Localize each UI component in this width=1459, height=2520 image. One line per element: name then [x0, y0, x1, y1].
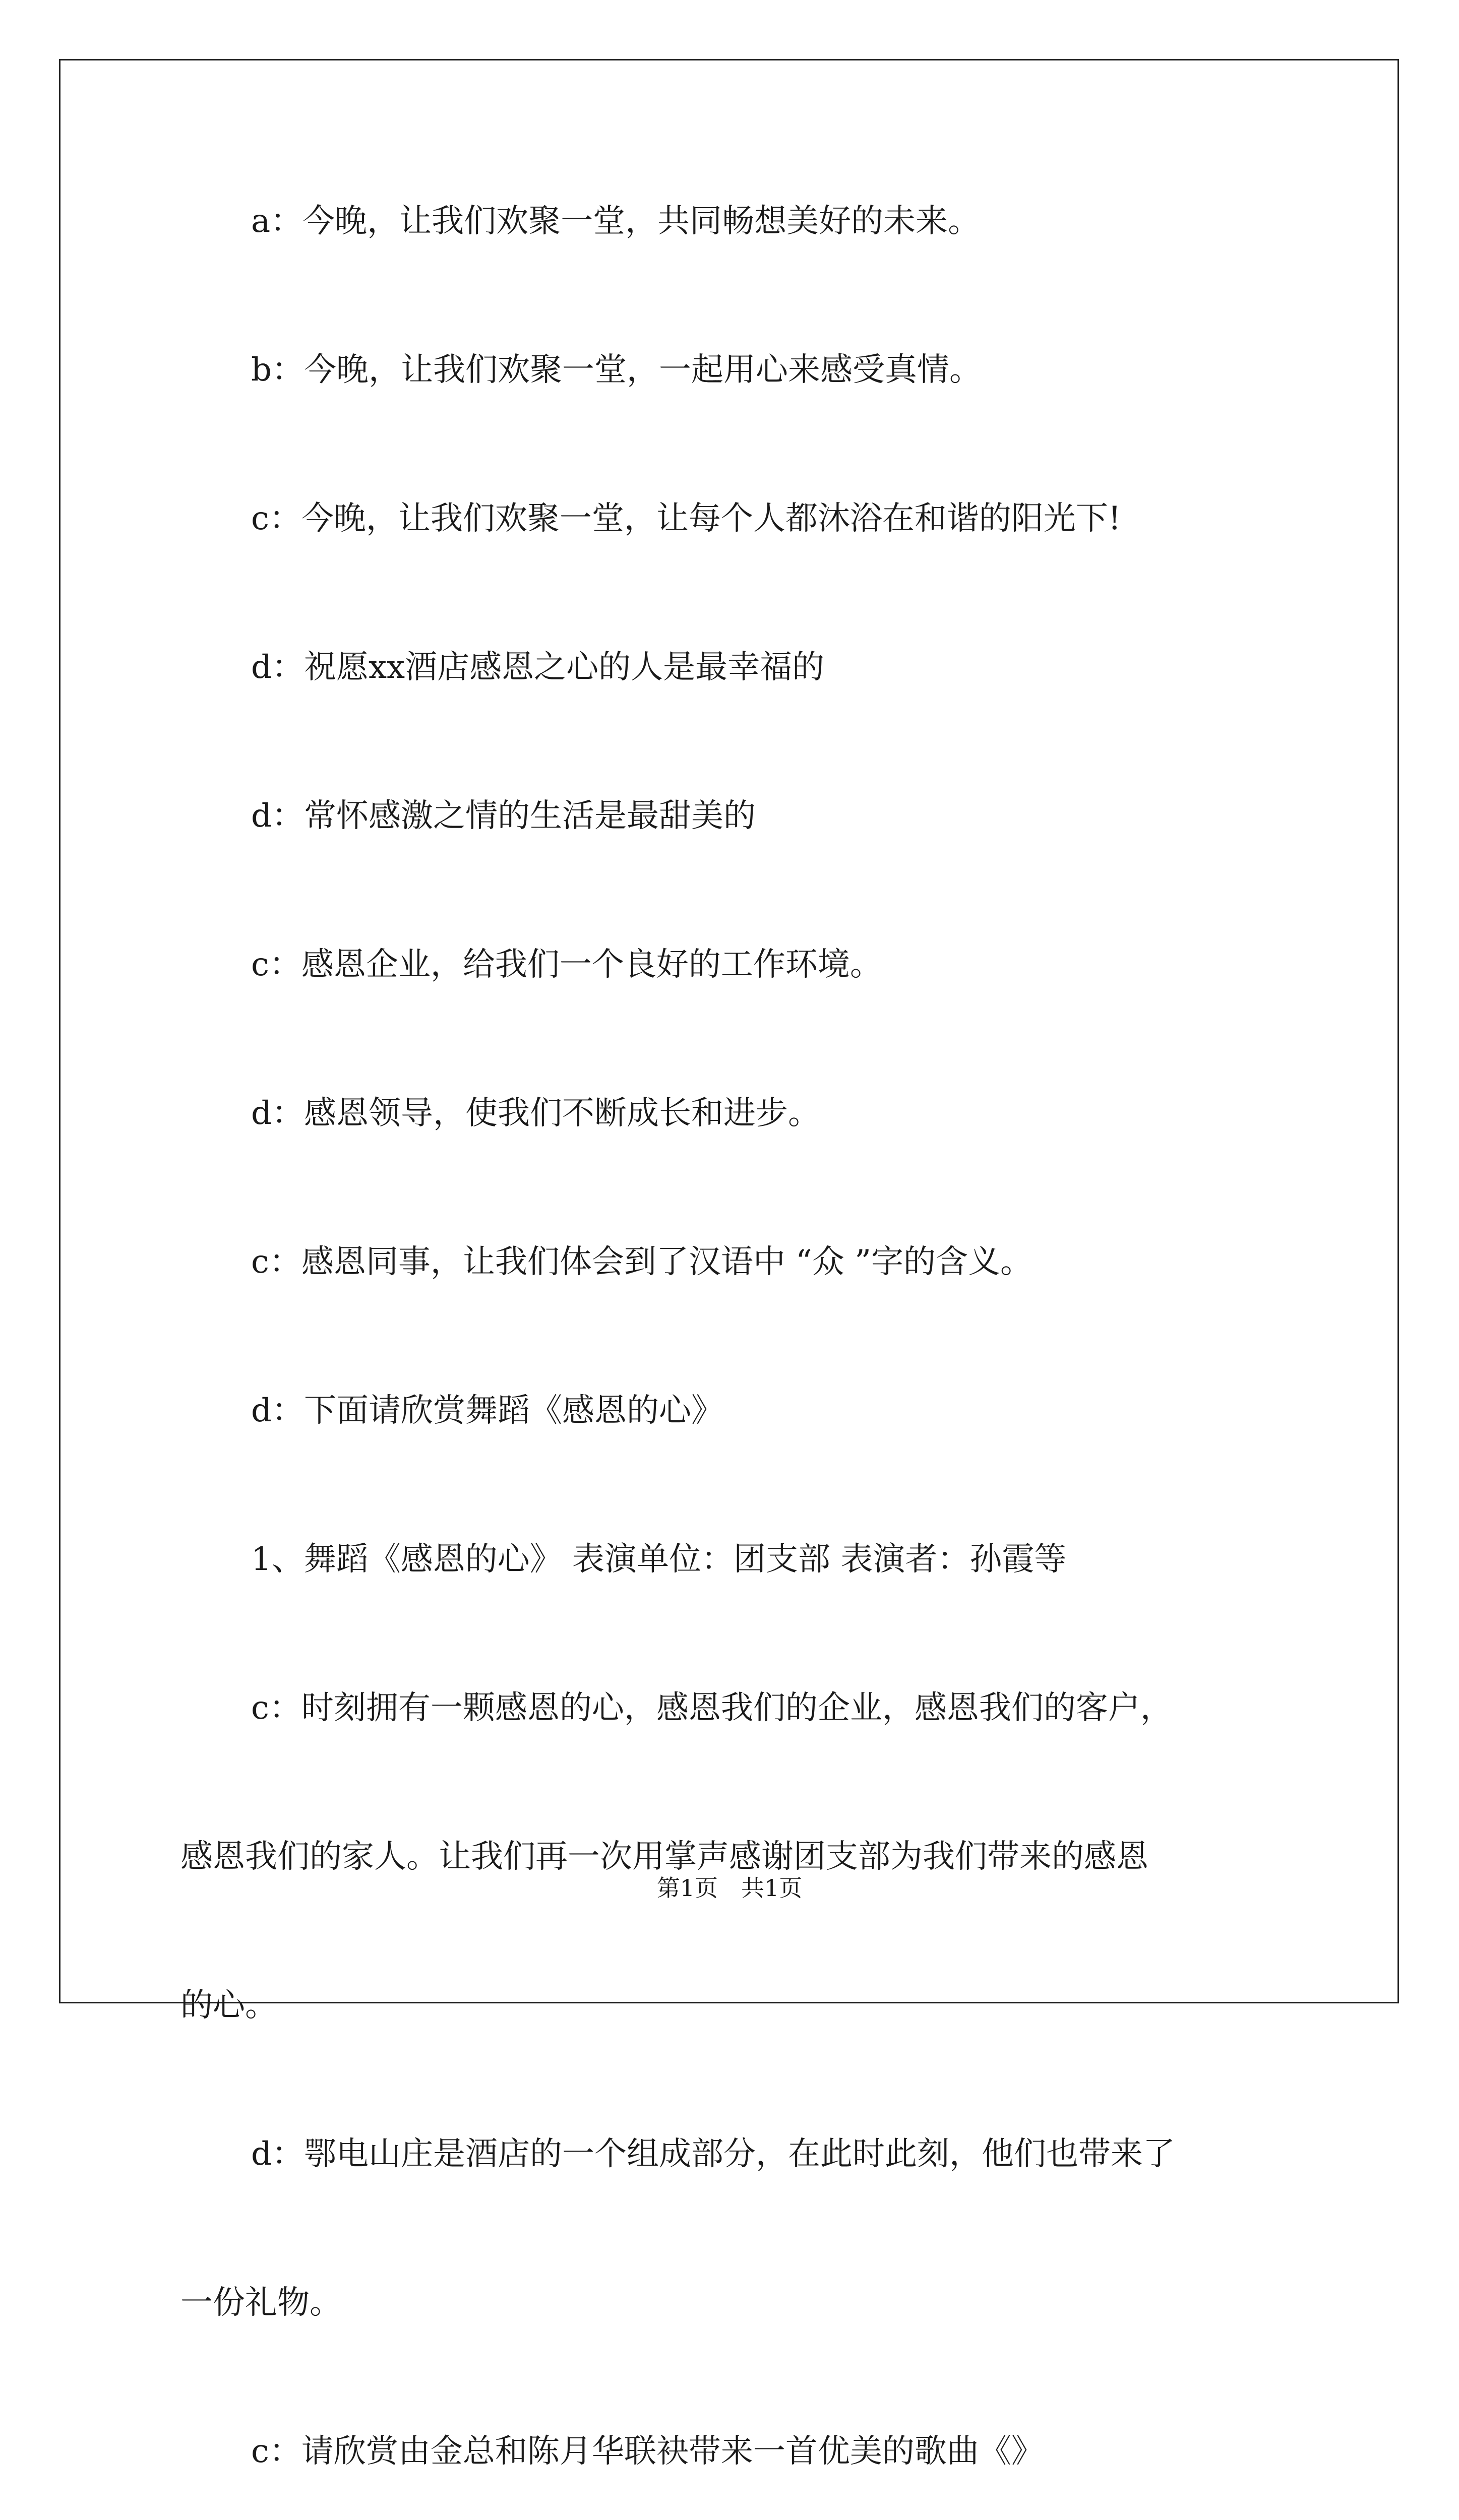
- paragraph: a：今晚，让我们欢聚一堂，共同畅想美好的未来。: [251, 203, 981, 240]
- paragraph-multiline: [180, 1688, 1290, 2026]
- paragraph: c：感恩同事，让我们体会到了汉语中 “众 ”字的含义。: [251, 1243, 1032, 1281]
- paragraph: d：下面请欣赏舞蹈《感恩的心》: [251, 1392, 723, 1429]
- paragraph: d：感恩领导，使我们不断成长和进步。: [251, 1095, 820, 1132]
- paragraph-multiline: [180, 2134, 1290, 2323]
- paragraph: c：今晚，让我们欢聚一堂，让每个人都沐浴在和谐的阳光下!: [251, 500, 1121, 537]
- paragraph: b：今晚，让我们欢聚一堂，一起用心来感受真情。: [251, 351, 982, 389]
- paragraph: d：常怀感激之情的生活是最甜美的: [251, 797, 756, 835]
- paragraph-line: 一份礼物。: [180, 2284, 342, 2321]
- document-body: [180, 202, 1290, 2520]
- page-number-footer: 第1页 共1页: [656, 1874, 803, 1902]
- paragraph: c：请欣赏由金总和陈月华联袂带来一首优美的歌曲《》: [251, 2433, 1044, 2470]
- paragraph: d：祝愿xx酒店感恩之心的人是最幸福的: [251, 649, 825, 686]
- program-item-dance: 1、舞蹈《感恩的心》 表演单位：团支部 表演者：孙霞等: [251, 1541, 1067, 1578]
- paragraph-line: 感恩我们的家人。让我们再一次用掌声感谢团支部为我们带来的感恩: [180, 1838, 1148, 1875]
- paragraph-line: c：时刻拥有一颗感恩的心，感恩我们的企业，感恩我们的客户，: [251, 1689, 1173, 1727]
- paragraph-line: d：鄂电山庄是酒店的一个组成部分，在此时此刻，他们也带来了: [251, 2135, 1175, 2173]
- paragraph-line: 的心。: [180, 1987, 277, 2024]
- paragraph: c：感恩企业，给我们一个良好的工作环境。: [251, 946, 882, 983]
